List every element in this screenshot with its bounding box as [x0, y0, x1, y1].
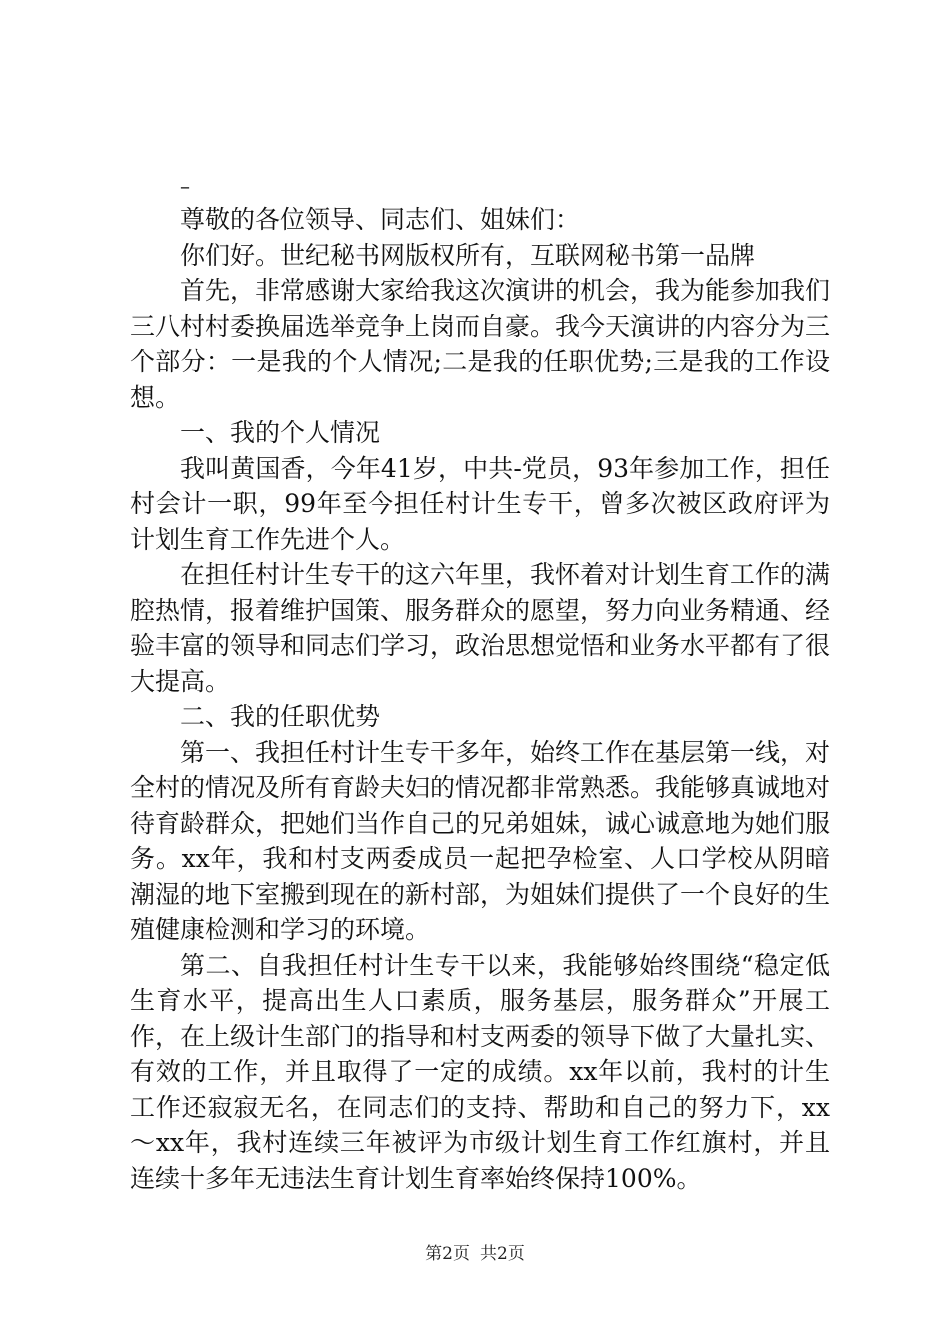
- advantage-second-paragraph: 第二、自我担任村计生专干以来，我能够始终围绕“稳定低生育水平，提高出生人口素质，服务基层，服务群众”开展工作，在上级计生部门的指导和村支两委的领导下做了大量扎实、有效的工作，并且取得了一定的成绩。xx年以前，我村的计生工作还寂寂无名，在同志们的支持、帮助和自己的努力下，xx～xx年，我村连续三年被评为市级计划生育工作红旗村，并且连续十多年无违法生育计划生育率始终保持100%。: [130, 950, 831, 1193]
- page-footer: [0, 1242, 950, 1266]
- intro-paragraph: 首先，非常感谢大家给我这次演讲的机会，我为能参加我们三八村村委换届选举竞争上岗而自豪。我今天演讲的内容分为三个部分：一是我的个人情况;二是我的任职优势;三是我的工作设想。: [130, 276, 831, 412]
- document-body: [130, 202, 830, 1196]
- personal-info-paragraph: 我叫黄国香，今年41岁，中共-党员，93年参加工作，担任村会计一职，99年至今担任村计生专干，曾多次被区政府评为计划生育工作先进个人。: [130, 453, 830, 554]
- advantage-first-paragraph: 第一、我担任村计生专干多年，始终工作在基层第一线，对全村的情况及所有育龄夫妇的情况都非常熟悉。我能够真诚地对待育龄群众，把她们当作自己的兄弟姐妹，诚心诚意地为她们服务。xx年，我和村支两委成员一起把孕检室、人口学校从阴暗潮湿的地下室搬到现在的新村部，为姐妹们提供了一个良好的生殖健康检测和学习的环境。: [130, 737, 831, 944]
- section-heading-personal: 一、我的个人情况: [180, 418, 381, 447]
- greeting-paragraph: 你们好。世纪秘书网版权所有，互联网秘书第一品牌: [180, 240, 756, 270]
- page-number: 第2页: [425, 1244, 470, 1264]
- experience-paragraph: 在担任村计生专干的这六年里，我怀着对计划生育工作的满腔热情，报着维护国策、服务群众的愿望，努力向业务精通、经验丰富的领导和同志们学习，政治思想觉悟和业务水平都有了很大提高。: [130, 560, 831, 696]
- salutation-paragraph: 尊敬的各位领导、同志们、姐妹们：: [180, 205, 581, 234]
- section-heading-advantages: 二、我的任职优势: [180, 702, 381, 731]
- top-dash-mark: –: [180, 174, 190, 198]
- page-total: 共2页: [480, 1244, 525, 1264]
